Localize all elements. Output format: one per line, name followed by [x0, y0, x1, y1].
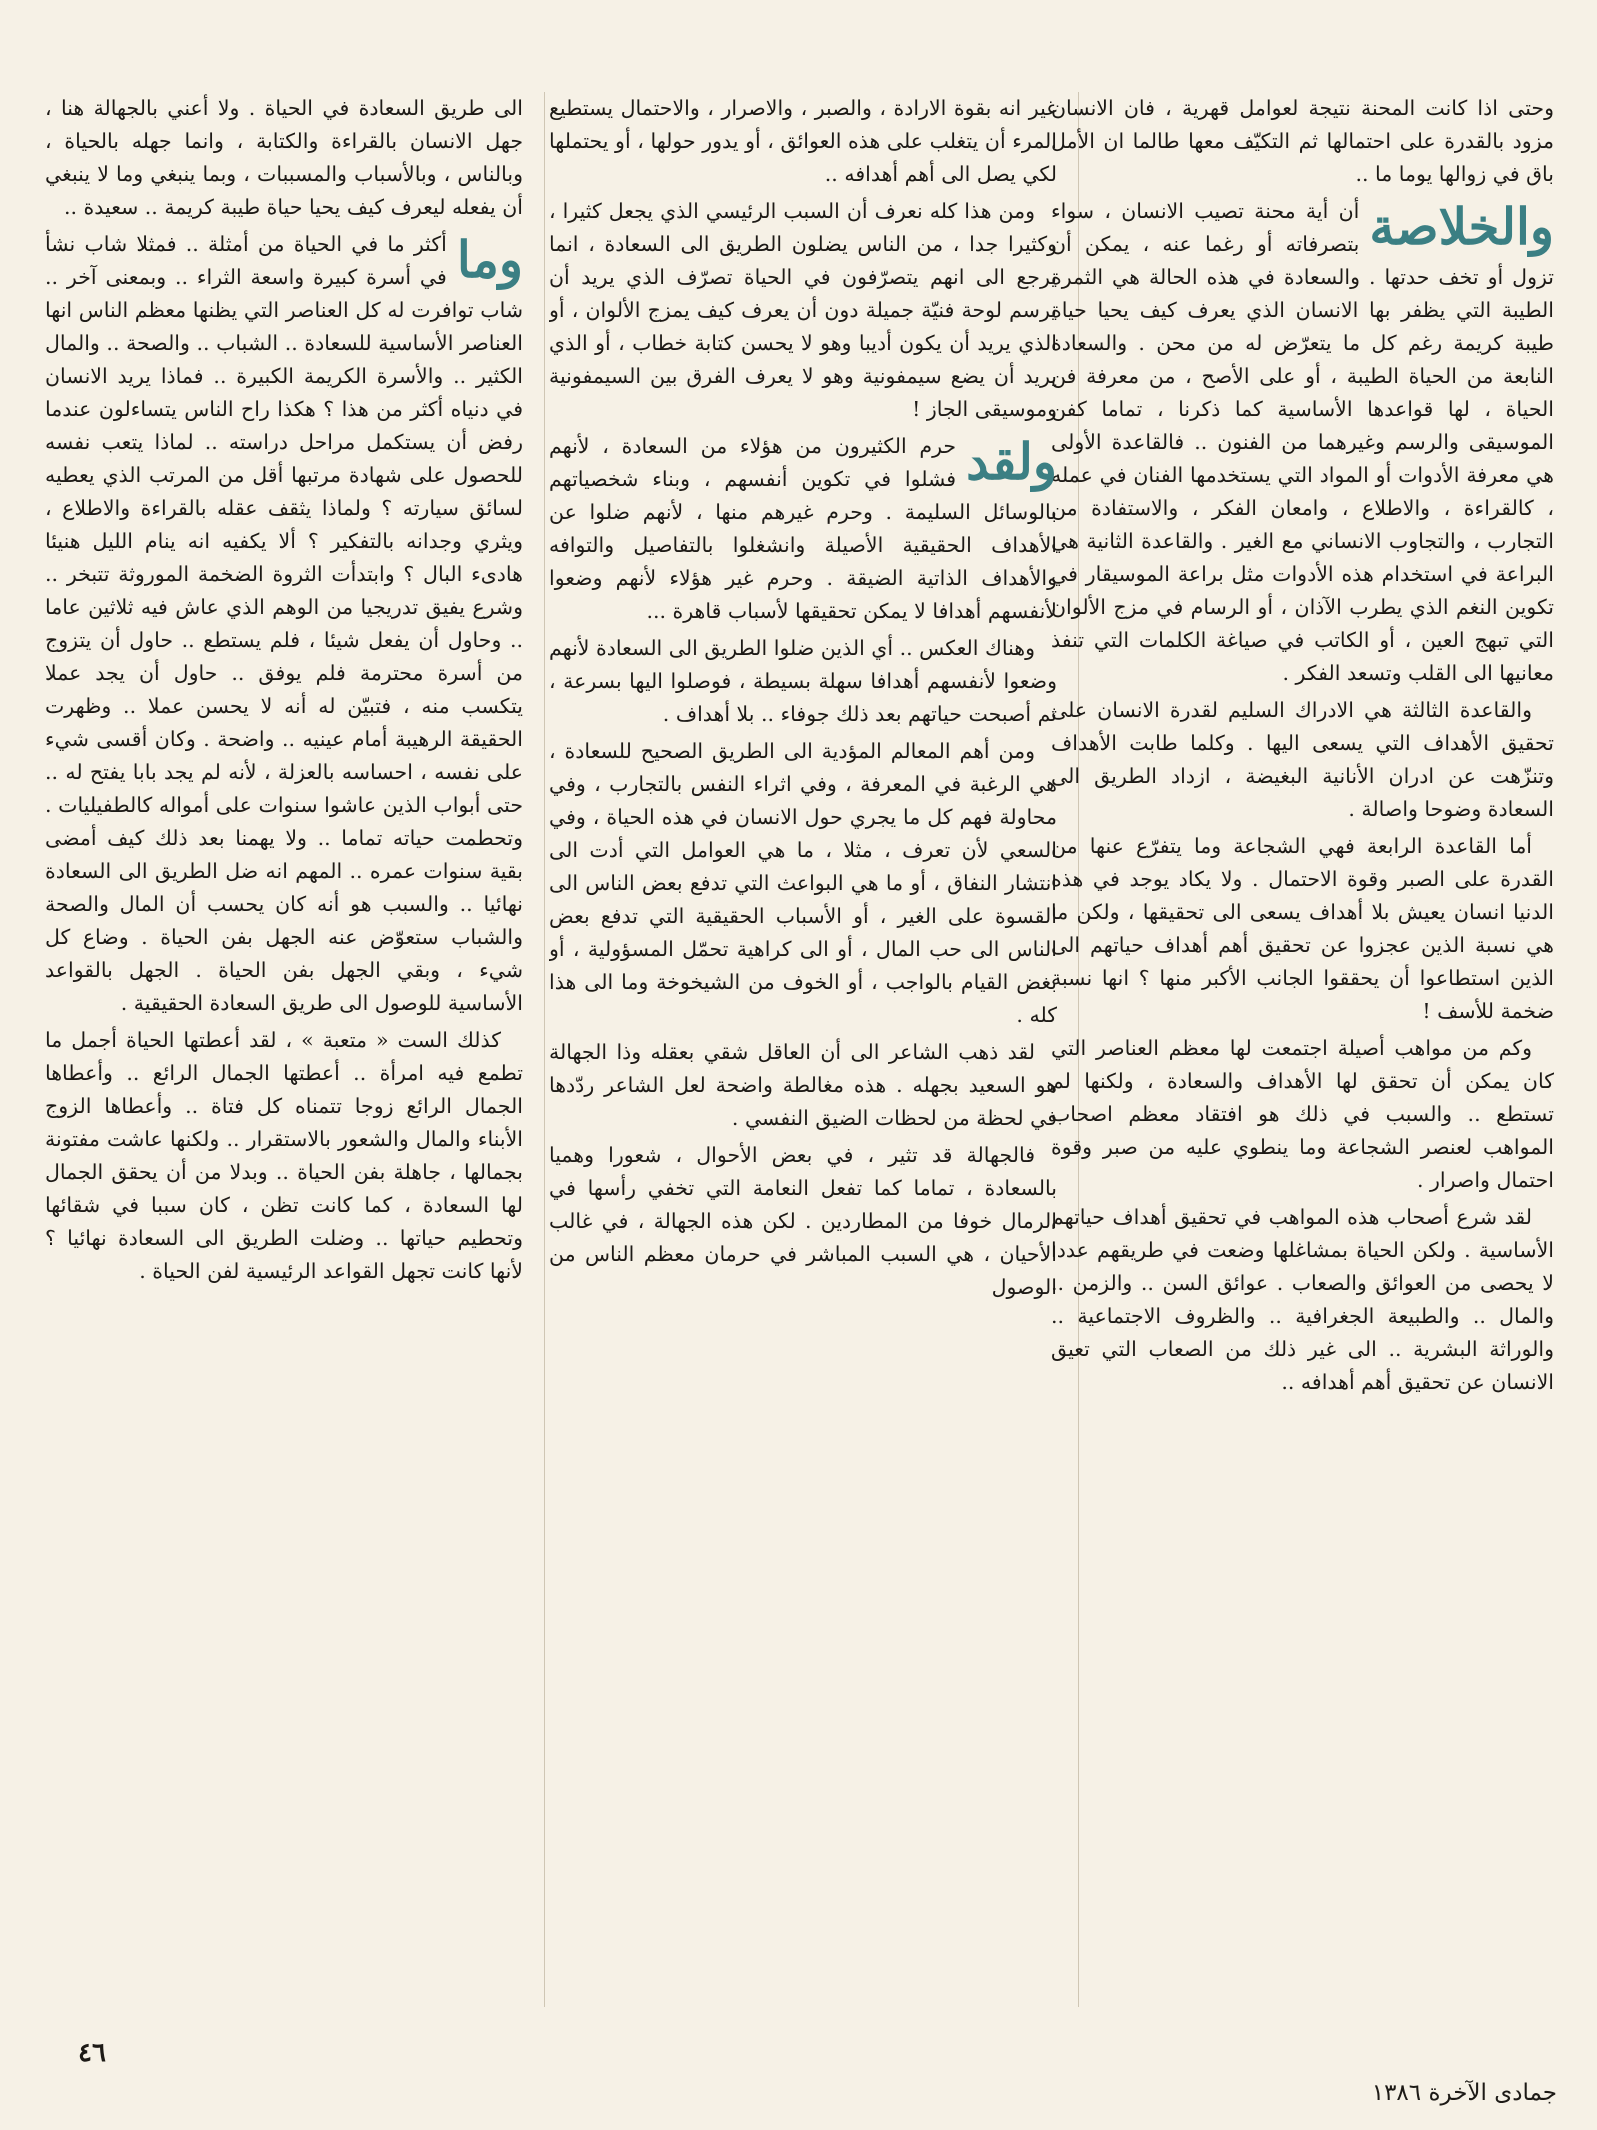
paragraph: [1051, 195, 1554, 690]
paragraph: فالجهالة قد تثير ، في بعض الأحوال ، شعورا وهميا بالسعادة ، تماما كما تفعل النعامة التي تخفي رأسها في الرمال خوفا من المطاردين . لكن هذه الجهالة ، في غالب الأحيان ، هي السبب المباشر في حرمان معظم الناس من الوصول: [549, 1143, 1057, 1299]
paragraph-text: حرم الكثيرون من هؤلاء من السعادة ، لأنهم فشلوا في تكوين أنفسهم ، وبناء شخصياتهم بالوسائل السليمة . وحرم غيرهم منها ، لأنهم ضلوا عن الأهداف الحقيقية الأصيلة وانشغلوا بالتفاصيل والتوافه والأهداف الذاتية الضيقة . وحرم غير هؤلاء لأنهم وضعوا لأنفسهم أهدافا لا يمكن تحقيقها لأسباب قاهرة ...: [549, 434, 1057, 623]
paragraph: غير انه بقوة الارادة ، والصبر ، والاصرار ، والاحتمال يستطيع المرء أن يتغلب على هذه العوائق ، أو يدور حولها ، أو يحتملها لكي يصل الى أهم أهدافه ..: [549, 96, 1057, 186]
article-column-left: [45, 92, 523, 1292]
paragraph: [549, 430, 1057, 628]
page-number: ٤٦: [78, 2038, 106, 2068]
section-lead-word: ولقد: [966, 432, 1057, 491]
paragraph: والقاعدة الثالثة هي الادراك السليم لقدرة الانسان على تحقيق الأهداف التي يسعى اليها . وكلما طابت الأهداف وتنزّهت عن ادران الأنانية البغيضة ، ازداد الطريق الى السعادة وضوحا واصالة .: [1051, 698, 1554, 821]
paragraph: وكم من مواهب أصيلة اجتمعت لها معظم العناصر التي كان يمكن أن تحقق لها الأهداف والسعادة ، ولكنها لم تستطع .. والسبب في ذلك هو افتقاد معظم اصحاب المواهب لعنصر الشجاعة وما ينطوي عليه من صبر وقوة احتمال واصرار .: [1051, 1036, 1554, 1192]
issue-date: جمادى الآخرة ١٣٨٦: [1371, 2080, 1557, 2106]
section-lead-word: والخلاصة: [1369, 197, 1554, 256]
paragraph-text: أن أية محنة تصيب الانسان ، سواء بتصرفاته أو رغما عنه ، يمكن أن تزول أو تخف حدتها . والسعادة في هذه الحالة هي الثمرة الطيبة التي يظفر بها الانسان الذي يعرف كيف يحيا حياة طيبة كريمة رغم كل ما يتعرّض له من محن . والسعادة النابعة من الحياة الطيبة ، أو على الأصح ، من معرفة فن الحياة ، لها قواعدها الأساسية كما ذكرنا ، تماما كفن الموسيقى والرسم وغيرهما من الفنون .. فالقاعدة الأولى هي معرفة الأدوات أو المواد التي يستخدمها الفنان في عمله ، كالقراءة ، والاطلاع ، وامعان الفكر ، والاستفادة من التجارب ، والتجاوب الانساني مع الغير . والقاعدة الثانية هي البراعة في استخدام هذه الأدوات مثل براعة الموسيقار في تكوين النغم الذي يطرب الآذان ، أو الرسام في مزج الألوان التي تبهج العين ، أو الكاتب في صياغة الكلمات التي تنفذ معانيها الى القلب وتسعد الفكر .: [1051, 199, 1554, 685]
article-column-right: [1051, 92, 1554, 1403]
paragraph: ومن هذا كله نعرف أن السبب الرئيسي الذي يجعل كثيرا ، وكثيرا جدا ، من الناس يضلون الطريق الى السعادة ، انما يرجع الى انهم يتصرّفون في الحياة تصرّف الذي يريد أن يرسم لوحة فنيّة جميلة دون أن يعرف كيف يمزج الألوان ، أو الذي يريد أن يكون أديبا وهو لا يحسن كتابة خطاب ، أو الذي يريد أن يضع سيمفونية وهو لا يعرف الفرق بين السيمفونية وموسيقى الجاز !: [549, 199, 1057, 421]
paragraph: لقد ذهب الشاعر الى أن العاقل شقي بعقله وذا الجهالة هو السعيد بجهله . هذه مغالطة واضحة لعل الشاعر ردّدها في لحظة من لحظات الضيق النفسي .: [549, 1040, 1057, 1130]
paragraph: الى طريق السعادة في الحياة . ولا أعني بالجهالة هنا ، جهل الانسان بالقراءة والكتابة ، وانما جهله بالحياة ، وبالناس ، وبالأسباب والمسببات ، وبما ينبغي وما لا ينبغي أن يفعله ليعرف كيف يحيا حياة طيبة كريمة .. سعيدة ..: [45, 96, 523, 219]
paragraph: أما القاعدة الرابعة فهي الشجاعة وما يتفرّع عنها من القدرة على الصبر وقوة الاحتمال . ولا يكاد يوجد في هذه الدنيا انسان يعيش بلا أهداف يسعى الى تحقيقها ، ولكن ما هي نسبة الذين عجزوا عن تحقيق أهم أهداف حياتهم الى الذين استطاعوا أن يحققوا الجانب الأكبر منها ؟ انها نسبة ضخمة للأسف !: [1051, 834, 1554, 1023]
paragraph: وهناك العكس .. أي الذين ضلوا الطريق الى السعادة لأنهم وضعوا لأنفسهم أهدافا سهلة بسيطة ، فوصلوا اليها بسرعة ، ثم أصبحت حياتهم بعد ذلك جوفاء .. بلا أهداف .: [549, 636, 1057, 726]
paragraph: كذلك الست « متعبة » ، لقد أعطتها الحياة أجمل ما تطمع فيه امرأة .. أعطتها الجمال الرائع .. وأعطاها الجمال الرائع زوجا تتمناه كل فتاة .. وأعطاها الزوج الأبناء والمال والشعور بالاستقرار .. ولكنها عاشت مفتونة بجمالها ، جاهلة بفن الحياة .. وبدلا من أن يحقق الجمال لها السعادة ، كما كانت تظن ، كان سببا في شقائها وتحطيم حياتها .. وضلت الطريق الى السعادة نهائيا ؟ لأنها كانت تجهل القواعد الرئيسية لفن الحياة .: [45, 1028, 523, 1283]
paragraph: وحتى اذا كانت المحنة نتيجة لعوامل قهرية ، فان الانسان مزود بالقدرة على احتمالها ثم التكيّف معها طالما ان الأمل باق في زوالها يوما ما ..: [1051, 96, 1554, 186]
paragraph: ومن أهم المعالم المؤدية الى الطريق الصحيح للسعادة ، هي الرغبة في المعرفة ، وفي اثراء النفس بالتجارب ، وفي محاولة فهم كل ما يجري حول الانسان في هذه الحياة ، وفي السعي لأن تعرف ، مثلا ، ما هي العوامل التي أدت الى انتشار النفاق ، أو ما هي البواعث التي تدفع بعض الناس الى القسوة على الغير ، أو الأسباب الحقيقية التي تدفع بعض الناس الى حب المال ، أو الى كراهية تحمّل المسؤولية ، أو بغض القيام بالواجب ، أو الخوف من الشيخوخة وما الى هذا كله .: [549, 739, 1057, 1027]
paragraph: [45, 228, 523, 1020]
section-lead-word: وما: [456, 230, 523, 289]
paragraph: لقد شرع أصحاب هذه المواهب في تحقيق أهداف حياتهم الأساسية . ولكن الحياة بمشاغلها وضعت في طريقهم عددا لا يحصى من العوائق والصعاب . عوائق السن .. والزمن .. والمال .. والطبيعة الجغرافية .. والظروف الاجتماعية .. والوراثة البشرية .. الى غير ذلك من الصعاب التي تعيق الانسان عن تحقيق أهم أهدافه ..: [1051, 1205, 1554, 1394]
article-column-middle: [549, 92, 1057, 1308]
paragraph-text: أكثر ما في الحياة من أمثلة .. فمثلا شاب نشأ في أسرة كبيرة واسعة الثراء .. وبمعنى آخر .. شاب توافرت له كل العناصر التي يظنها معظم الناس انها العناصر الأساسية للسعادة .. الشباب .. والصحة .. والمال الكثير .. والأسرة الكريمة الكبيرة .. فماذا يريد الانسان في دنياه أكثر من هذا ؟ هكذا راح الناس يتساءلون عندما رفض أن يستكمل مراحل دراسته .. لماذا يتعب نفسه للحصول على شهادة مرتبها أقل من المرتب الذي يعطيه لسائق سيارته ؟ ولماذا يثقف عقله بالقراءة والاطلاع ، ويثري وجدانه بالتفكير ؟ ألا يكفيه انه ينام الليل هنيئا هادىء البال ؟ وابتدأت الثروة الضخمة الموروثة تتبخر .. وشرع يفيق تدريجيا من الوهم الذي عاش فيه ثلاثين عاما .. وحاول أن يفعل شيئا ، فلم يستطع .. حاول أن يتزوج من أسرة محترمة فلم يوفق .. حاول أن يجد عملا يتكسب منه ، فتبيّن له أنه لا يحسن عملا .. وظهرت الحقيقة الرهيبة أمام عينيه .. واضحة . وكان أقسى شيء على نفسه ، احساسه بالعزلة ، لأنه لم يجد بابا يفتح له .. حتى أبواب الذين عاشوا سنوات على أمواله كالطفيليات . وتحطمت حياته تماما .. ولا يهمنا بعد ذلك كيف أمضى بقية سنوات عمره .. المهم انه ضل الطريق الى السعادة نهائيا .. والسبب هو أنه كان يحسب أن المال والصحة والشباب ستعوّض عنه الجهل بفن الحياة . وضاع كل شيء ، وبقي الجهل بفن الحياة . الجهل بالقواعد الأساسية للوصول الى طريق السعادة الحقيقية .: [45, 232, 523, 1015]
column-divider: [544, 92, 545, 2007]
